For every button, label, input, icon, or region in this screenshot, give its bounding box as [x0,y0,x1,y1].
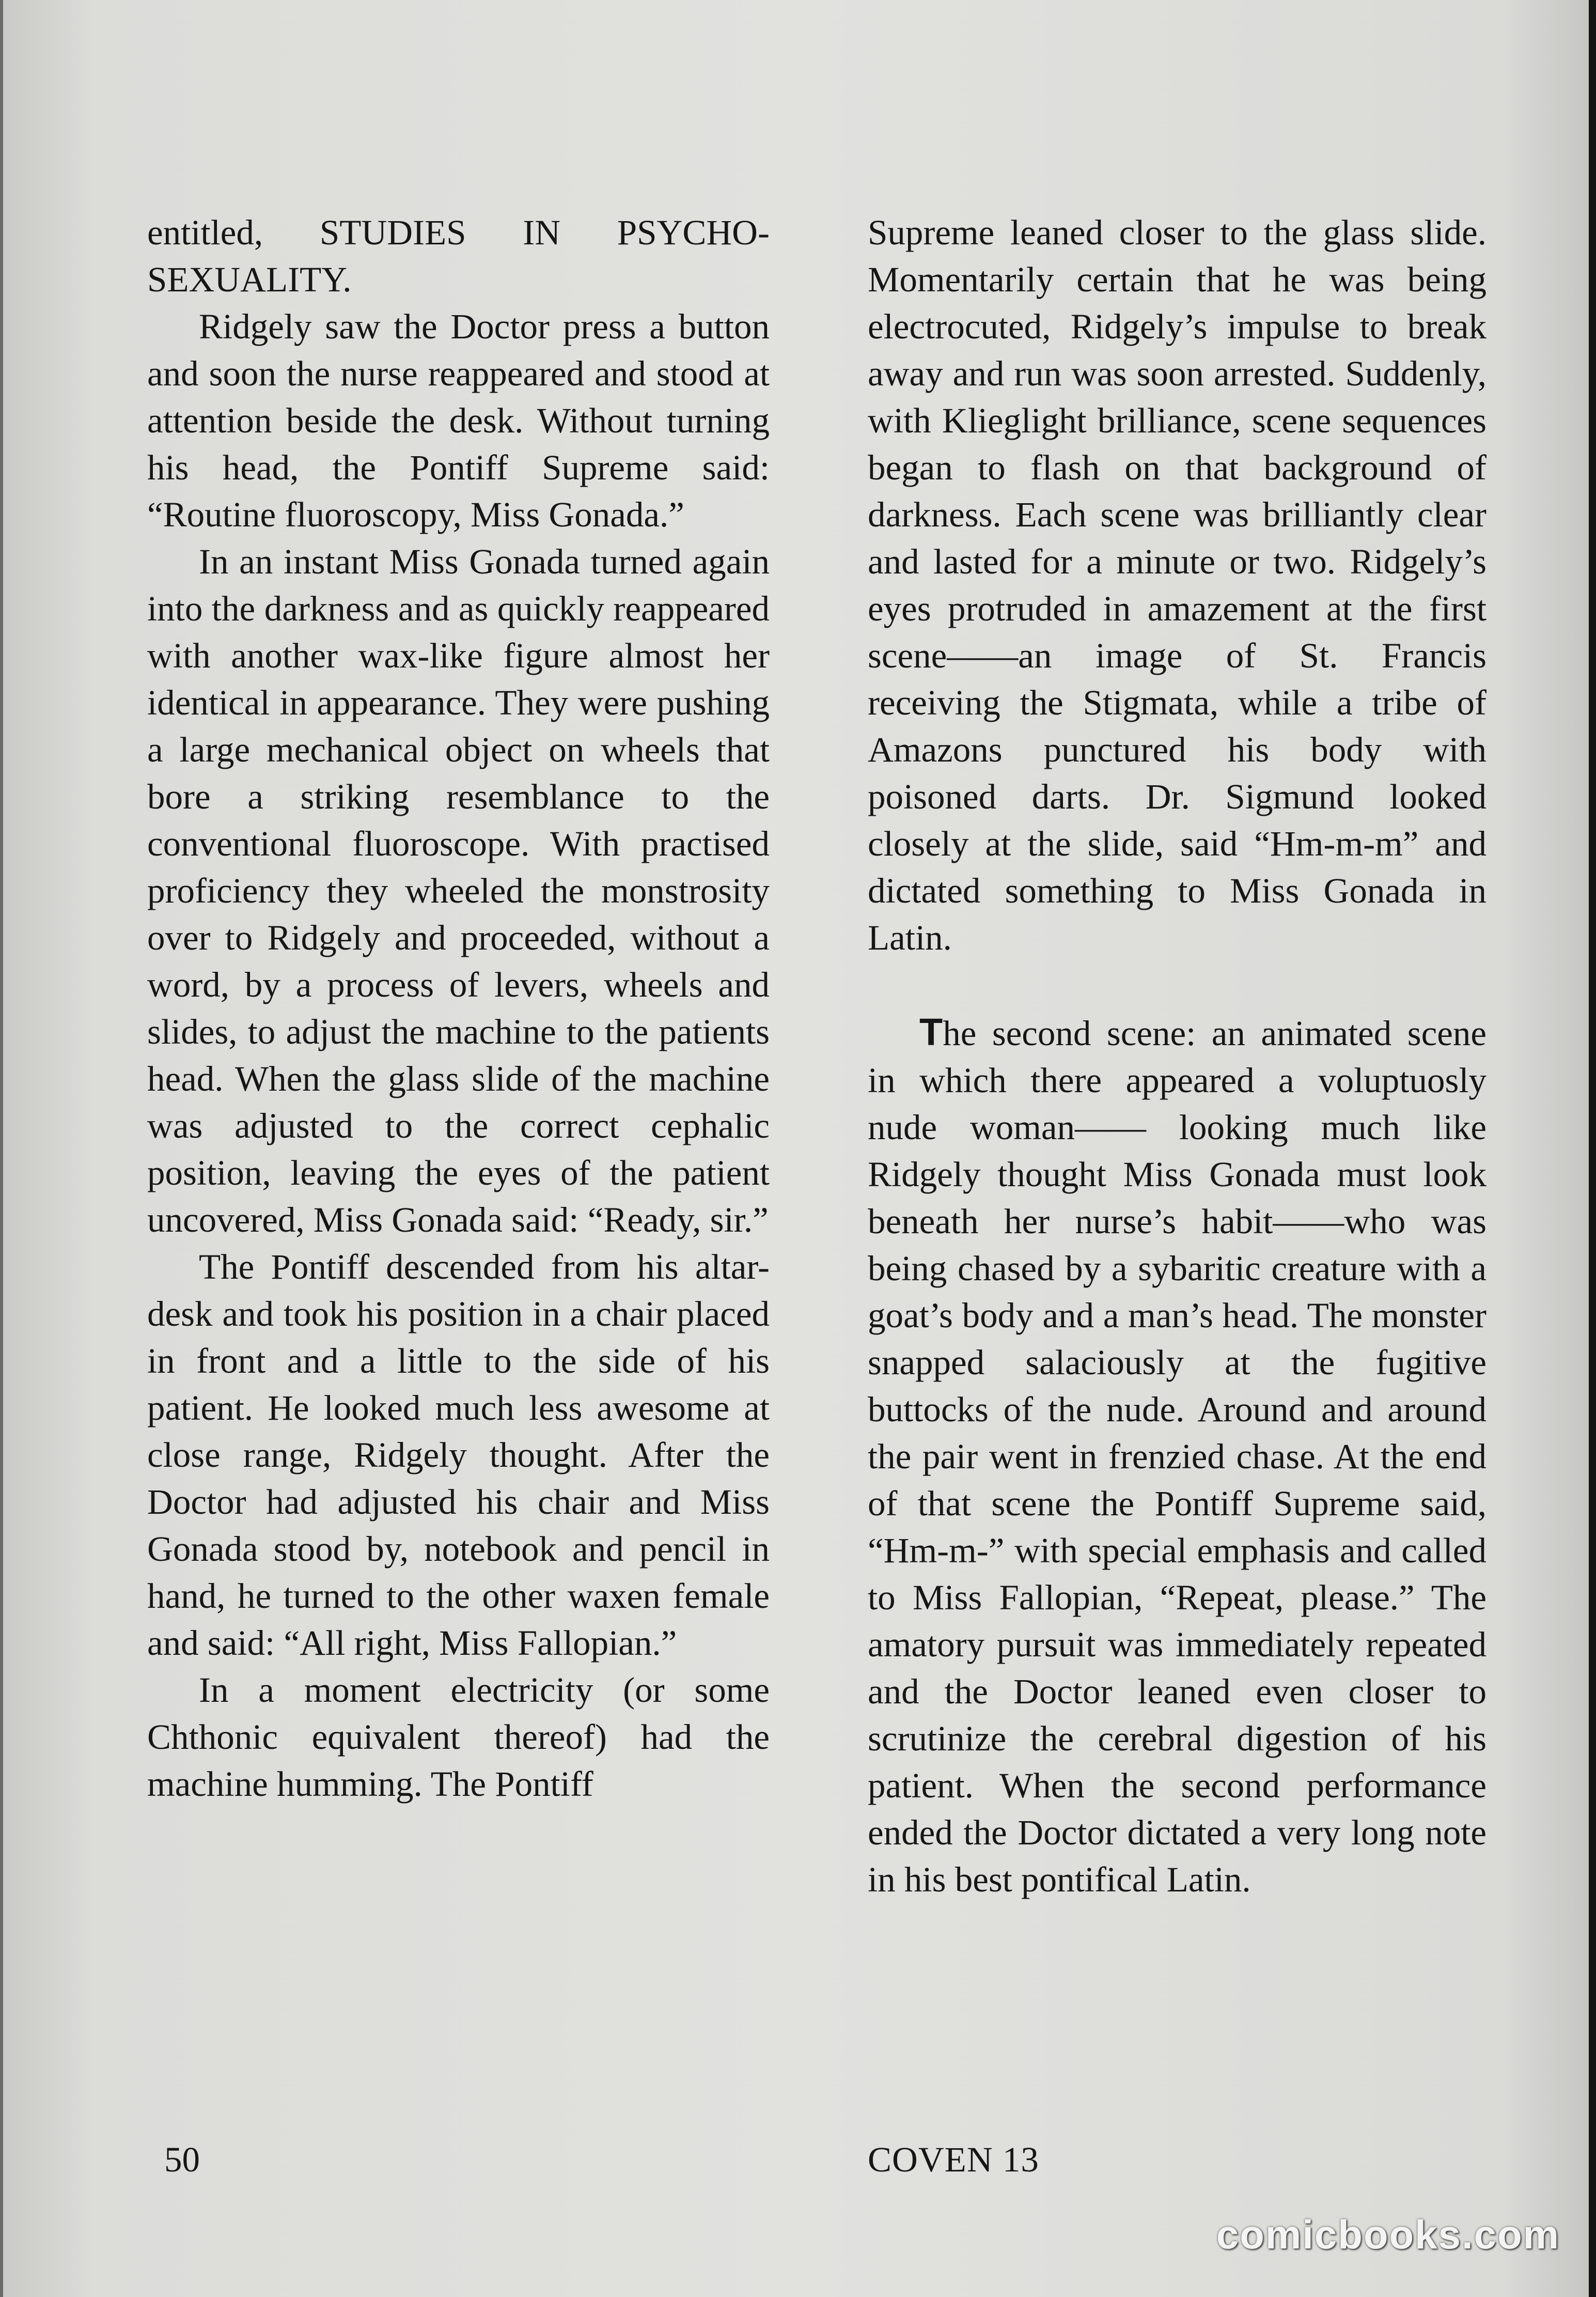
page-right-edge [1589,0,1596,2297]
paragraph: The Pontiff descended from his altar-desk and took his position in a chair placed in front and a little to the side of his patient. He looked much less awesome at close range, Ridgely thought. After the Doctor had adjusted his chair and Miss Gonada stood by, notebook and pencil in hand, he turned to the other waxen female and said: “All right, Miss Fallopian.” [147,1247,770,1663]
initial-letter: T [919,1011,943,1053]
paragraph-continuation: Supreme leaned closer to the glass slide. Momentarily certain that he was being electrocuted, Ridgely’s impulse to break away and run was soon arrested. Suddenly, with Klieglight brilliance, scene sequences began to flash on that background of darkness. Each scene was brilliantly clear and lasted for a minute or two. Ridgely’s eyes protruded in amazement at the first scene——an image of St. Francis receiving the Stigmata, while a tribe of Amazons punctured his body with poisoned darts. Dr. Sigmund looked closely at the slide, said “Hm-m-m” and dictated something to Miss Gonada in Latin. [868,213,1487,957]
right-text-column [868,209,1487,1903]
page-number: 50 [164,2140,200,2179]
publication-title: COVEN 13 [868,2140,1039,2179]
paragraph: In a moment electricity (or some Chthonic equivalent thereof) had the machine humming. The Pontiff [147,1670,770,1804]
section-break [868,961,1487,1008]
paragraph [868,1008,1487,1903]
left-text-column [147,209,770,1808]
paragraph: Ridgely saw the Doctor press a button and soon the nurse reappeared and stood at attention beside the desk. Without turning his head, the Pontiff Supreme said: “Routine fluoroscopy, Miss Gonada.” [147,307,770,534]
paragraph-text: he second scene: an animated scene in which there appeared a voluptuosly nude woman—— looking much like Ridgely thought Miss Gonada must look beneath her nurse’s habit——who was being chased by a sybaritic creature with a goat’s body and a man’s head. The monster snapped salaciously at the fugitive buttocks of the nude. Around and around the pair went in frenzied chase. At the end of that scene the Pontiff Supreme said, “Hm-m-” with special emphasis and called to Miss Fallopian, “Repeat, please.” The amatory pursuit was immediately repeated and the Doctor leaned even closer to scrutinize the cerebral digestion of his patient. When the second performance ended the Doctor dictated a very long note in his best pontifical Latin. [868,1014,1487,1899]
paragraph: In an instant Miss Gonada turned again into the darkness and as quickly reappeared with another wax-like figure almost her identical in appearance. They were pushing a large mechanical object on wheels that bore a striking resemblance to the conventional fluoroscope. With practised proficiency they wheeled the monstrosity over to Ridgely and proceeded, without a word, by a process of levers, wheels and slides, to adjust the machine to the patients head. When the glass slide of the machine was adjusted to the correct cephalic position, leaving the eyes of the patient uncovered, Miss Gonada said: “Ready, sir.” [147,542,770,1239]
page-left-edge [0,0,3,2297]
site-watermark: comicbooks.com [1216,2212,1560,2257]
paragraph-continuation: entitled, STUDIES IN PSYCHO-SEXUALITY. [147,213,770,299]
